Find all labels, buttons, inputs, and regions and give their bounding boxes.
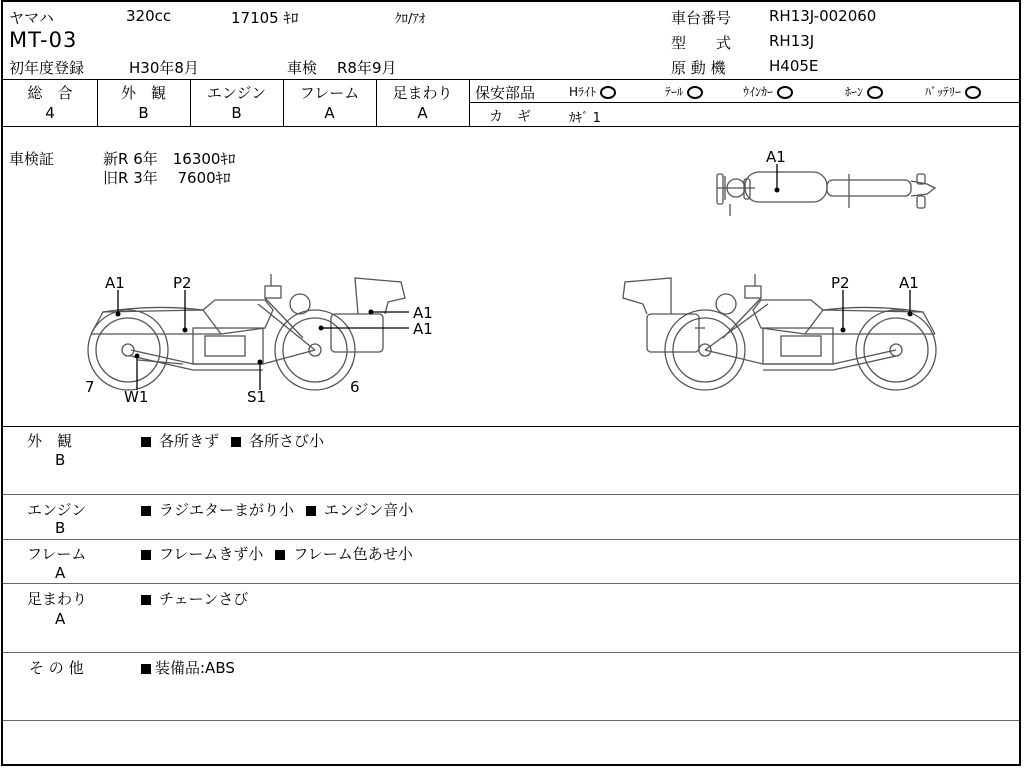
- grade-label-suspension: 足まわり: [392, 84, 453, 102]
- grade-label-engine: エンジン: [206, 84, 267, 102]
- mark-right-p2: P2: [831, 274, 850, 292]
- grade-value-engine: B: [231, 104, 242, 122]
- divider: [3, 583, 1019, 584]
- grade-label-exterior: 外 観: [120, 84, 166, 102]
- grade-label-total: 総 合: [27, 84, 73, 102]
- mark-left-a1-seat: A1: [105, 274, 125, 292]
- inspection-value: R8年9月: [337, 59, 397, 77]
- mark-left-p2: P2: [173, 274, 192, 292]
- divider: [3, 720, 1019, 721]
- divider: [3, 79, 1019, 80]
- model-name: MT-03: [9, 28, 78, 52]
- safety-label: 保安部品: [475, 84, 536, 102]
- key-label: カ ギ: [489, 109, 531, 125]
- type-value: RH13J: [769, 32, 815, 50]
- bullet-icon: [275, 550, 285, 560]
- type-label: 型 式: [671, 34, 732, 52]
- mark-right-a1: A1: [899, 274, 919, 292]
- key-value: ｶｷﾞ 1: [569, 111, 601, 126]
- ok-circle-icon: [600, 86, 616, 99]
- damage-diagram: [3, 128, 1019, 426]
- certificate-old: 旧R 3年 7600ｷﾛ: [103, 169, 231, 187]
- safety-battery: ﾊﾞｯﾃﾘｰ: [925, 83, 981, 100]
- bullet-icon: [231, 437, 241, 447]
- grade-label-frame: フレーム: [299, 84, 360, 102]
- grade-value-total: 4: [45, 104, 55, 122]
- safety-tail: ﾃｰﾙ: [665, 83, 703, 100]
- divider: [3, 539, 1019, 540]
- bullet-icon: [141, 437, 151, 447]
- frame-no-label: 車台番号: [671, 9, 732, 27]
- ok-circle-icon: [687, 86, 703, 99]
- mark-top-a1: A1: [766, 148, 786, 166]
- maker: ヤマハ: [9, 9, 54, 27]
- divider: [469, 79, 470, 126]
- ok-circle-icon: [777, 86, 793, 99]
- engine-label: 原 動 機: [671, 59, 726, 77]
- mark-left-6: 6: [350, 378, 360, 396]
- divider: [3, 652, 1019, 653]
- certificate-label: 車検証: [9, 150, 55, 168]
- first-registration-value: H30年8月: [129, 59, 199, 77]
- bullet-icon: [141, 550, 151, 560]
- bike-right-view: [623, 274, 936, 390]
- bike-top-view: [717, 172, 935, 216]
- mark-left-a1-fork: A1: [413, 320, 433, 338]
- grade-value-frame: A: [324, 104, 335, 122]
- engine-value: H405E: [769, 57, 819, 75]
- ok-circle-icon: [965, 86, 981, 99]
- ok-circle-icon: [867, 86, 883, 99]
- first-registration-label: 初年度登録: [9, 59, 85, 77]
- divider: [3, 426, 1019, 427]
- grade-value-suspension: A: [417, 104, 428, 122]
- safety-headlight: Hﾗｲﾄ: [569, 83, 616, 100]
- frame-no-value: RH13J-002060: [769, 7, 877, 25]
- bullet-icon: [141, 506, 151, 516]
- certificate-new: 新R 6年 16300ｷﾛ: [103, 150, 236, 168]
- mark-left-w1: W1: [124, 388, 149, 406]
- mark-left-s1: S1: [247, 388, 267, 406]
- displacement: 320cc: [126, 7, 172, 25]
- grade-value-exterior: B: [138, 104, 149, 122]
- mileage: 17105 ｷﾛ: [231, 9, 299, 27]
- bullet-icon: [306, 506, 316, 516]
- safety-horn: ﾎｰﾝ: [845, 83, 883, 100]
- color: ｸﾛ/ｱｵ: [395, 12, 426, 27]
- mark-left-a1-cowl: A1: [413, 304, 433, 322]
- divider: [470, 102, 1019, 103]
- bullet-icon: [141, 595, 151, 605]
- divider: [3, 494, 1019, 495]
- safety-winker: ｳｲﾝｶｰ: [743, 83, 793, 100]
- mark-left-7: 7: [85, 378, 95, 396]
- divider: [3, 126, 1019, 127]
- bike-left-view: [88, 274, 405, 390]
- inspection-label: 車検: [287, 59, 318, 77]
- inspection-sheet: ヤマハ 320cc 17105 ｷﾛ ｸﾛ/ｱｵ MT-03 初年度登録 H30年8月 車検 R8年9月 車台番号 RH13J-002060 型 式 RH13J 原 動 機 H405E 総 合 4 外 観 B エンジン B フレーム A 足まわり A 保安部品 Hﾗｲﾄ ﾃｰﾙ ｳｲﾝｶｰ ﾎｰﾝ ﾊﾞｯﾃﾘｰ カ ギ ｶｷﾞ 1 車検証 新R 6年 16300ｷﾛ 旧R 3年 7600ｷﾛ A1 A1 P2 A1 A1 7 W1 S1 6 P2 A1 外 観 B 各所きず 各所さび小 エンジン B ラジエターまがり小 エンジン音小 フレーム A フレームきず小 フレーム色あせ小 足まわり A チェーンさび そ の 他 装備品:ABS: [1, 0, 1021, 766]
- bullet-icon: [141, 664, 151, 674]
